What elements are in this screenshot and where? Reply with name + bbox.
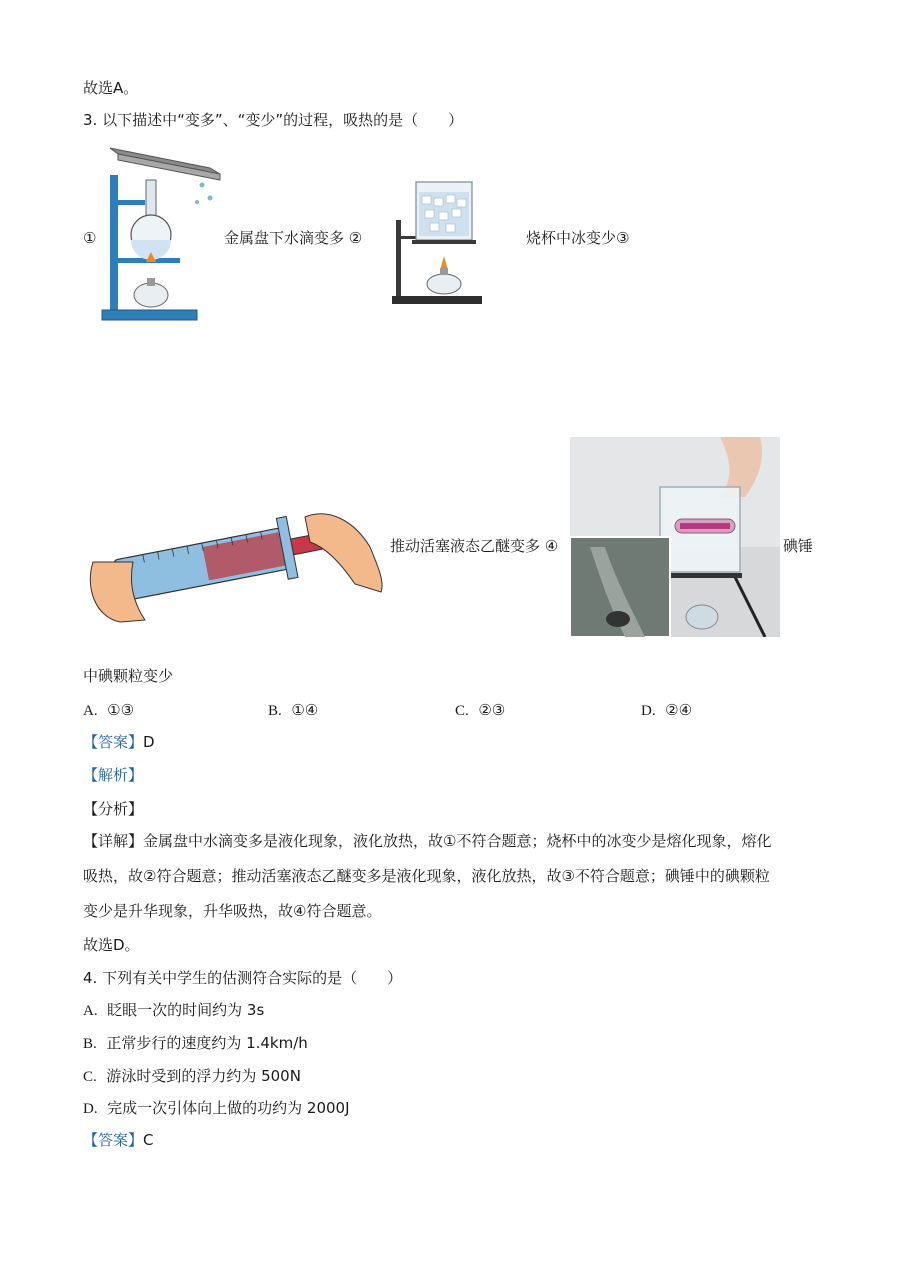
q3-option-a: A. ①③ — [83, 701, 135, 719]
syringe-figure — [85, 492, 385, 627]
distillation-apparatus-figure — [100, 140, 225, 325]
fig3-caption: 推动活塞液态乙醚变多 ④ — [390, 537, 559, 555]
q3-option-b: B. ①④ — [268, 701, 319, 719]
q3-detail-line-2: 吸热，故②符合题意；推动活塞液态乙醚变多是液化现象，液化放热，故③不符合题意；碘锤中的碘颗粒 — [83, 867, 770, 885]
q3-stem: 3. 以下描述中“变多”、“变少”的过程，吸热的是（ ） — [83, 111, 464, 129]
q3-detail-line-3: 变少是升华现象，升华吸热，故④符合题意。 — [83, 902, 382, 920]
fig1-caption: 金属盘下水滴变多 ② — [224, 229, 363, 247]
fig2-caption: 烧杯中冰变少③ — [526, 229, 630, 247]
iodine-hammer-photo — [570, 437, 780, 637]
ice-beaker-figure — [390, 178, 485, 308]
fig1-mark: ① — [83, 229, 97, 247]
q3-option-d: D. ②④ — [641, 701, 693, 719]
q4-option-d: D. 完成一次引体向上做的功约为 2000J — [83, 1099, 350, 1117]
q3-conclusion: 故选D。 — [83, 936, 140, 954]
q4-option-b: B. 正常步行的速度约为 1.4km/h — [83, 1034, 308, 1052]
prev-conclusion: 故选A。 — [83, 79, 139, 97]
q4-option-c: C. 游泳时受到的浮力约为 500N — [83, 1067, 301, 1085]
q4-option-a: A. 眨眼一次的时间约为 3s — [83, 1001, 265, 1019]
q3-option-c: C. ②③ — [455, 701, 506, 719]
fig4-caption-cont: 中碘颗粒变少 — [83, 667, 174, 685]
q4-stem: 4. 下列有关中学生的估测符合实际的是（ ） — [83, 969, 403, 987]
q4-answer: 【答案】C — [83, 1131, 154, 1149]
fig4-caption: 碘锤 — [783, 537, 814, 555]
q3-analysis-tag: 【解析】 — [83, 766, 144, 784]
q3-answer: 【答案】D — [83, 733, 155, 751]
q3-fenxi-tag: 【分析】 — [83, 800, 144, 818]
q3-detail-line-1: 【详解】金属盘中水滴变多是液化现象，液化放热，故①不符合题意；烧杯中的冰变少是熔化现象，熔化 — [83, 832, 772, 850]
